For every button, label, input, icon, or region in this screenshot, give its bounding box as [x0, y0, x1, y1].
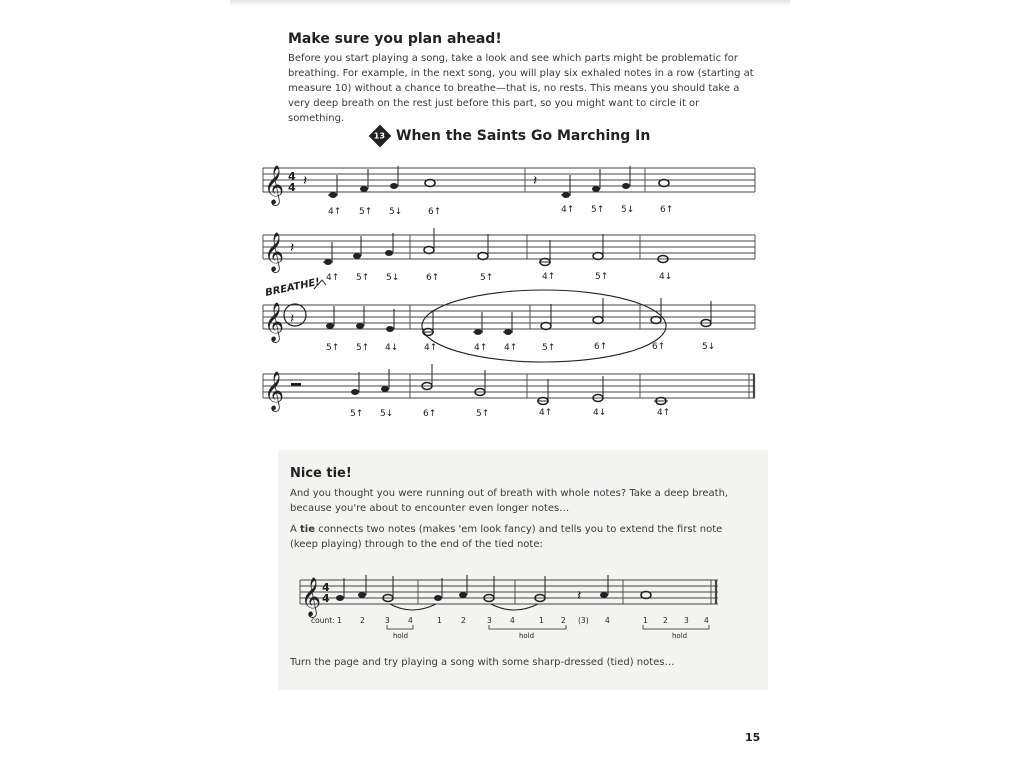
tie-line: And you thought you were running out of breath with whole notes? Take a deep breath,	[290, 488, 729, 499]
svg-text:𝄽: 𝄽	[533, 173, 538, 189]
tie-arc	[390, 604, 436, 610]
track-number: 13	[374, 131, 386, 141]
treble-clef-icon: 𝄞	[264, 165, 285, 205]
tab-label: 5↓	[386, 273, 400, 283]
plan-line: something.	[288, 113, 345, 124]
tab-label: 4↑	[561, 205, 575, 215]
quarter-rest-icon: 𝄽	[290, 240, 295, 256]
tab-label: 6↑	[660, 205, 674, 215]
time-signature-bottom: 4	[322, 592, 330, 605]
count-number: 2	[461, 616, 466, 625]
tab-label: 4↑	[328, 207, 342, 217]
treble-clef-icon: 𝄞	[301, 577, 322, 617]
count-number: 1	[437, 616, 442, 625]
tab-label: 6↑	[428, 207, 442, 217]
count-number: 1	[643, 616, 648, 625]
tie-text: A	[290, 524, 301, 535]
tab-label: 4↑	[657, 408, 671, 418]
tab-label: 6↑	[652, 342, 666, 352]
tab-label: 5↑	[542, 343, 556, 353]
plan-heading: Make sure you plan ahead!	[288, 31, 502, 47]
song-title: When the Saints Go Marching In	[396, 128, 651, 144]
count-number: 2	[360, 616, 365, 625]
tie-heading: Nice tie!	[290, 466, 352, 481]
hold-label: hold	[519, 632, 535, 640]
tab-label: 5↑	[356, 343, 370, 353]
tie-text: connects two notes (makes 'em look fancy) and tells you to extend the first note	[315, 524, 723, 535]
hold-label: hold	[672, 632, 688, 640]
tab-label: 5↑	[591, 205, 605, 215]
tab-label: 4↑	[326, 273, 340, 283]
tab-label: 4↓	[593, 408, 607, 418]
tab-label: 5↑	[356, 273, 370, 283]
tie-example-staff	[300, 580, 718, 604]
plan-line: measure 10) without a chance to breathe—that is, no rests. This means you should take a	[288, 83, 740, 94]
tab-label: 5↑	[350, 409, 364, 419]
tab-label: 5↓	[621, 205, 635, 215]
tie-line: (keep playing) through to the end of the tied note:	[290, 539, 543, 550]
time-signature-top: 4	[322, 581, 330, 594]
count-number: 4	[408, 616, 413, 625]
tie-line: because you're about to encounter even longer notes…	[290, 503, 570, 514]
tab-label: 5↓	[389, 207, 403, 217]
breathe-annotation: BREATHE!	[264, 276, 321, 299]
svg-text:𝄽: 𝄽	[577, 588, 582, 604]
tie-arc	[491, 604, 538, 610]
tie-example-notes	[336, 575, 651, 604]
tab-label: 6↑	[423, 409, 437, 419]
count-row	[311, 616, 709, 625]
hold-label: hold	[393, 632, 409, 640]
treble-clef-icon: 𝄞	[264, 302, 285, 342]
page-number: 15	[745, 731, 761, 744]
tab-label: 6↑	[426, 273, 440, 283]
quarter-rest-icon: 𝄽	[303, 173, 308, 189]
plan-line: Before you start playing a song, take a look and see which parts might be problematic for	[288, 53, 738, 64]
hold-brackets	[387, 625, 709, 629]
count-number: 3	[487, 616, 492, 625]
treble-clef-icon: 𝄞	[264, 371, 285, 411]
tie-footer: Turn the page and try playing a song with some sharp-dressed (tied) notes…	[290, 657, 675, 668]
count-number: 3	[684, 616, 689, 625]
count-number: (3)	[578, 616, 589, 625]
plan-line: breathing. For example, in the next song, you will play six exhaled notes in a row (starting at	[288, 68, 754, 79]
count-number: 4	[605, 616, 610, 625]
time-signature-bottom: 4	[288, 181, 296, 194]
tab-label: 4↑	[424, 343, 438, 353]
hold-labels	[393, 632, 687, 640]
count-number: 4	[510, 616, 515, 625]
count-number: 1	[539, 616, 544, 625]
tab-label: 5↓	[380, 409, 394, 419]
tab-label: 5↑	[326, 343, 340, 353]
count-number: 4	[704, 616, 709, 625]
tab-label: 4↑	[542, 272, 556, 282]
tab-label: 5↑	[595, 272, 609, 282]
count-number: 2	[561, 616, 566, 625]
treble-clef-icon: 𝄞	[264, 232, 285, 272]
plan-line: very deep breath on the rest just before this part, so you might want to circle it or	[288, 98, 700, 109]
tab-label: 5↑	[476, 409, 490, 419]
tab-label: 4↓	[659, 272, 673, 282]
tab-label: 5↑	[359, 207, 373, 217]
tab-label: 4↑	[539, 408, 553, 418]
tab-label: 6↑	[594, 342, 608, 352]
tab-label: 4↑	[474, 343, 488, 353]
tab-label: 5↓	[702, 342, 716, 352]
count-number: 1	[337, 616, 342, 625]
quarter-rest-icon: 𝄽	[290, 311, 295, 327]
time-signature-top: 4	[288, 170, 296, 183]
count-number: 2	[663, 616, 668, 625]
tie-term: tie	[300, 524, 316, 535]
tab-label: 4↓	[385, 343, 399, 353]
count-label: count:	[311, 616, 335, 625]
tab-label: 4↑	[504, 343, 518, 353]
count-number: 3	[385, 616, 390, 625]
tab-label: 5↑	[480, 273, 494, 283]
